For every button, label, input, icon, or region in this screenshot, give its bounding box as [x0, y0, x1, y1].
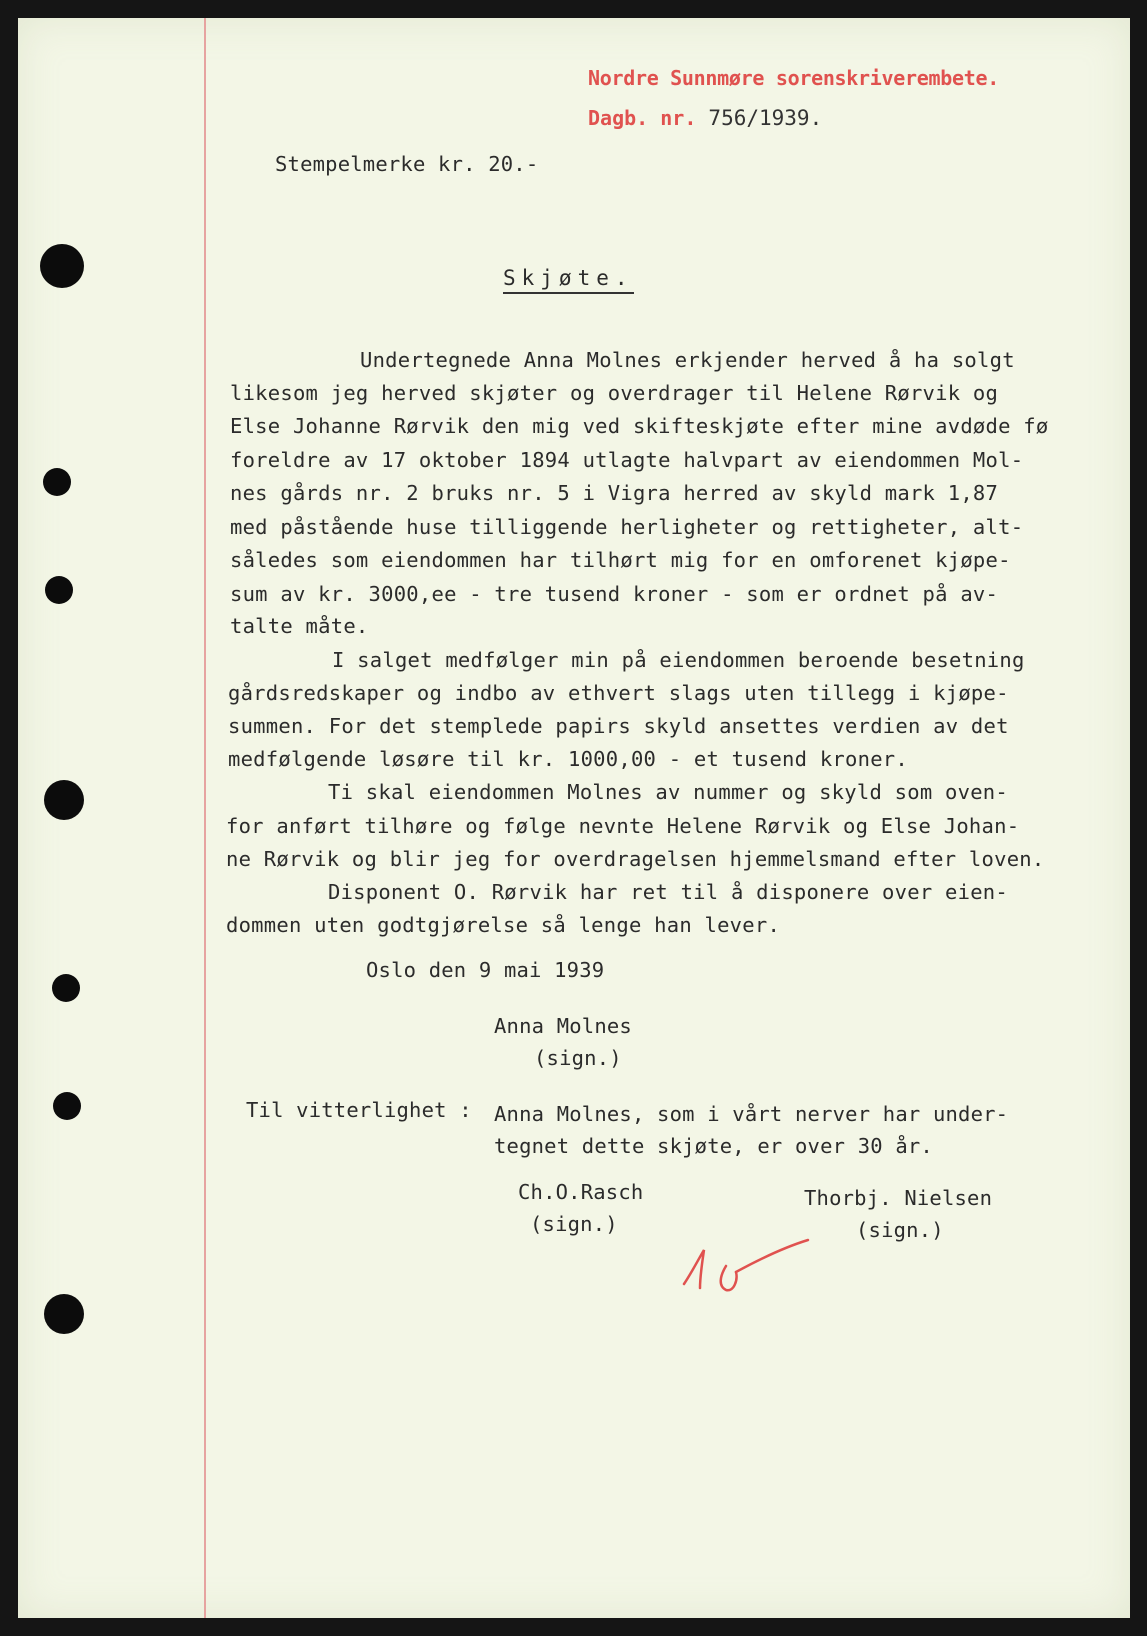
body-line: Else Johanne Rørvik den mig ved skifteskjøte efter mine avdøde fø: [230, 414, 1049, 438]
body-line: nes gårds nr. 2 bruks nr. 5 i Vigra herred av skyld mark 1,87: [230, 481, 999, 505]
witness-line-2: tegnet dette skjøte, er over 30 år.: [494, 1134, 933, 1158]
punch-hole: [44, 780, 84, 820]
body-line: summen. For det stemplede papirs skyld ansettes verdien av det: [228, 714, 1009, 738]
body-line: dommen uten godtgjørelse så lenge han lever.: [226, 913, 781, 937]
body-line: Ti skal eiendommen Molnes av nummer og skyld som oven-: [328, 780, 1008, 804]
witness-line-1: Anna Molnes, som i vårt nerver har under-: [494, 1102, 1009, 1126]
margin-line: [204, 18, 206, 1618]
witness1-sign: (sign.): [530, 1212, 618, 1236]
body-line: for anført tilhøre og følge nevnte Helene Rørvik og Else Johan-: [226, 814, 1020, 838]
dagb-label: Dagb. nr.: [588, 106, 697, 130]
body-line: ne Rørvik og blir jeg for overdragelsen hjemmelsmand efter loven.: [226, 847, 1045, 871]
signatory-sign: (sign.): [534, 1046, 622, 1070]
office-stamp: Nordre Sunnmøre sorenskriverembete.: [588, 66, 999, 90]
punch-hole: [44, 1294, 84, 1334]
body-line: Undertegnede Anna Molnes erkjender herved å ha solgt: [360, 348, 1015, 372]
witness2-sign: (sign.): [856, 1218, 944, 1242]
place-date: Oslo den 9 mai 1939: [366, 958, 605, 982]
body-line: således som eiendommen har tilhørt mig for en omforenet kjøpe-: [230, 548, 1011, 572]
document-page: [18, 18, 1130, 1618]
red-initials-mark: [678, 1236, 828, 1306]
body-line: medfølgende løsøre til kr. 1000,00 - et tusend kroner.: [228, 747, 908, 771]
punch-hole: [45, 576, 73, 604]
document-title: Skjøte.: [503, 266, 634, 294]
punch-hole: [43, 468, 71, 496]
signatory-name: Anna Molnes: [494, 1014, 632, 1038]
punch-hole: [40, 244, 84, 288]
body-line: talte måte.: [230, 614, 369, 638]
body-line: sum av kr. 3000,ee - tre tusend kroner - som er ordnet på av-: [230, 582, 999, 606]
body-line: Disponent O. Rørvik har ret til å disponere over eien-: [328, 880, 1008, 904]
body-line: med påstående huse tilliggende herligheter og rettigheter, alt-: [230, 515, 1024, 539]
dagb-stamp: [588, 106, 822, 130]
dagb-number: 756/1939.: [708, 106, 823, 130]
stamp-duty: Stempelmerke kr. 20.-: [275, 152, 539, 176]
body-line: likesom jeg herved skjøter og overdrager til Helene Rørvik og: [230, 381, 999, 405]
punch-hole: [52, 974, 80, 1002]
witness-label: Til vitterlighet :: [246, 1098, 472, 1122]
body-line: foreldre av 17 oktober 1894 utlagte halvpart av eiendommen Mol-: [230, 448, 1024, 472]
body-line: gårdsredskaper og indbo av ethvert slags uten tillegg i kjøpe-: [228, 681, 1009, 705]
punch-hole: [53, 1092, 81, 1120]
body-line: I salget medfølger min på eiendommen beroende besetning: [332, 648, 1025, 672]
witness2-name: Thorbj. Nielsen: [804, 1186, 993, 1210]
witness1-name: Ch.O.Rasch: [518, 1180, 644, 1204]
